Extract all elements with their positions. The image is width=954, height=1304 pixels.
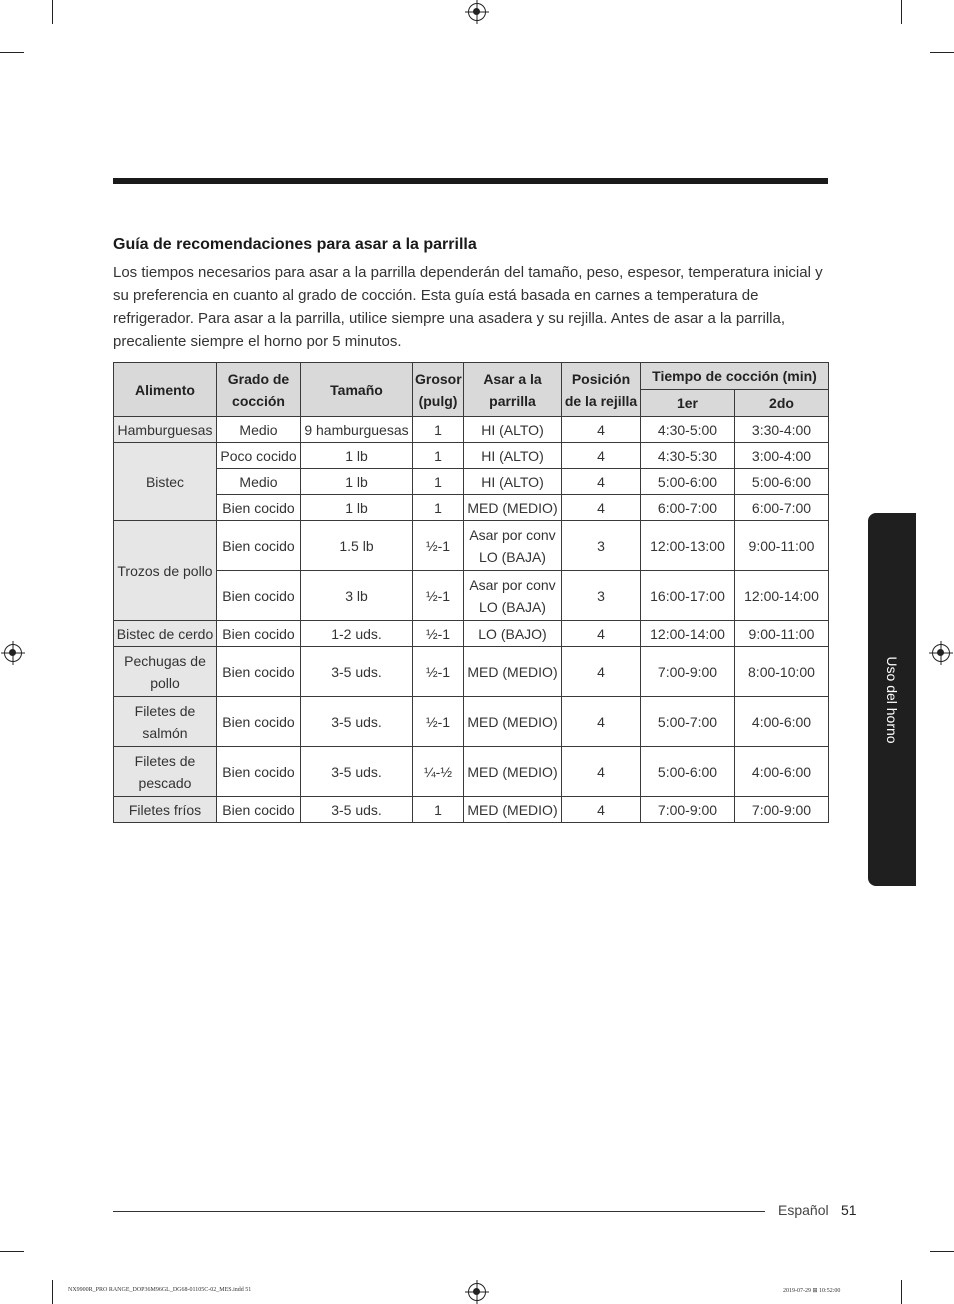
cell-time-second: 3:30-4:00 — [735, 417, 829, 443]
header-food: Alimento — [114, 363, 217, 417]
cell-thickness: 1 — [413, 417, 464, 443]
table-header-row — [114, 363, 829, 390]
registration-mark-icon — [468, 1283, 486, 1301]
cell-rack: 3 — [562, 571, 641, 621]
cell-doneness: Medio — [217, 469, 301, 495]
cell-time-first: 6:00-7:00 — [641, 495, 735, 521]
cell-size: 3-5 uds. — [301, 697, 413, 747]
cell-time-second: 5:00-6:00 — [735, 469, 829, 495]
cell-doneness: Bien cocido — [217, 697, 301, 747]
cell-time-first: 5:00-7:00 — [641, 697, 735, 747]
chapter-tab-label: Uso del horno — [884, 655, 900, 744]
header-broil: Asar a la parrilla — [464, 363, 562, 417]
cell-size: 1 lb — [301, 469, 413, 495]
header-rack: Posición de la rejilla — [562, 363, 641, 417]
cell-food: Pechugas de pollo — [114, 647, 217, 697]
page-number: 51 — [841, 1202, 857, 1218]
registration-mark-icon — [4, 644, 22, 662]
table-row — [114, 469, 829, 495]
cell-time-second: 4:00-6:00 — [735, 697, 829, 747]
cell-broil: MED (MEDIO) — [464, 797, 562, 823]
table-row — [114, 747, 829, 797]
cell-thickness: ¼-½ — [413, 747, 464, 797]
cell-broil: Asar por conv LO (BAJA) — [464, 521, 562, 571]
header-cook-time: Tiempo de cocción (min) — [641, 363, 829, 390]
cell-broil: MED (MEDIO) — [464, 647, 562, 697]
cell-time-second: 9:00-11:00 — [735, 521, 829, 571]
cell-size: 1-2 uds. — [301, 621, 413, 647]
cell-rack: 4 — [562, 417, 641, 443]
cell-time-first: 7:00-9:00 — [641, 797, 735, 823]
cell-size: 3-5 uds. — [301, 747, 413, 797]
cell-time-second: 3:00-4:00 — [735, 443, 829, 469]
table-row — [114, 697, 829, 747]
cell-thickness: 1 — [413, 469, 464, 495]
cell-broil: HI (ALTO) — [464, 469, 562, 495]
crop-mark — [52, 0, 53, 24]
cell-time-first: 12:00-13:00 — [641, 521, 735, 571]
cell-broil: LO (BAJO) — [464, 621, 562, 647]
footer-rule — [113, 1211, 765, 1212]
cell-time-first: 12:00-14:00 — [641, 621, 735, 647]
cell-rack: 4 — [562, 621, 641, 647]
cell-time-first: 16:00-17:00 — [641, 571, 735, 621]
cell-thickness: ½-1 — [413, 571, 464, 621]
cell-time-first: 4:30-5:30 — [641, 443, 735, 469]
cell-time-first: 5:00-6:00 — [641, 747, 735, 797]
section-title: Guía de recomendaciones para asar a la parrilla — [113, 236, 477, 253]
table-row — [114, 621, 829, 647]
table-row — [114, 797, 829, 823]
table-row — [114, 417, 829, 443]
cell-time-first: 4:30-5:00 — [641, 417, 735, 443]
crop-mark — [930, 52, 954, 53]
crop-mark — [52, 1280, 53, 1304]
cell-food: Filetes de pescado — [114, 747, 217, 797]
cell-time-second: 6:00-7:00 — [735, 495, 829, 521]
cell-size: 1.5 lb — [301, 521, 413, 571]
cell-doneness: Bien cocido — [217, 647, 301, 697]
chapter-side-tab — [868, 513, 916, 886]
cell-time-second: 4:00-6:00 — [735, 747, 829, 797]
header-size: Tamaño — [301, 363, 413, 417]
cell-broil: Asar por conv LO (BAJA) — [464, 571, 562, 621]
cell-thickness: 1 — [413, 797, 464, 823]
cell-food: Filetes de salmón — [114, 697, 217, 747]
cell-doneness: Bien cocido — [217, 621, 301, 647]
cell-doneness: Bien cocido — [217, 571, 301, 621]
cell-time-first: 7:00-9:00 — [641, 647, 735, 697]
header-doneness: Grado de cocción — [217, 363, 301, 417]
registration-mark-icon — [468, 3, 486, 21]
print-slug-file: NX9900R_PRO RANGE_DOP36M96GL_DG68-01105C-02_MES.indd 51 — [68, 1287, 252, 1293]
grilling-guide-table — [113, 362, 829, 823]
cell-rack: 4 — [562, 647, 641, 697]
cell-rack: 4 — [562, 469, 641, 495]
crop-mark — [0, 1251, 24, 1252]
registration-mark-icon — [932, 644, 950, 662]
cell-rack: 4 — [562, 495, 641, 521]
cell-size: 1 lb — [301, 495, 413, 521]
cell-food: Trozos de pollo — [114, 521, 217, 621]
cell-food: Bistec de cerdo — [114, 621, 217, 647]
cell-doneness: Poco cocido — [217, 443, 301, 469]
section-rule — [113, 178, 828, 184]
cell-food: Filetes fríos — [114, 797, 217, 823]
cell-doneness: Medio — [217, 417, 301, 443]
cell-thickness: 1 — [413, 443, 464, 469]
header-second-side: 2do — [735, 390, 829, 417]
cell-thickness: ½-1 — [413, 621, 464, 647]
cell-size: 3-5 uds. — [301, 797, 413, 823]
cell-time-second: 8:00-10:00 — [735, 647, 829, 697]
cell-broil: HI (ALTO) — [464, 417, 562, 443]
cell-rack: 4 — [562, 443, 641, 469]
intro-paragraph: Los tiempos necesarios para asar a la parrilla dependerán del tamaño, peso, espesor, temperatura inicial y su preferencia en cuanto al grado de cocción. Esta guía está basada en carnes a temperatura de refrigerador. Para asar a la parrilla, utilice siempre una asadera y su rejilla. Antes de asar a la parrilla, precaliente siempre el horno por 5 minutos. — [113, 264, 823, 350]
header-first-side: 1er — [641, 390, 735, 417]
cell-broil: MED (MEDIO) — [464, 697, 562, 747]
cell-size: 3-5 uds. — [301, 647, 413, 697]
cell-rack: 3 — [562, 521, 641, 571]
cell-broil: HI (ALTO) — [464, 443, 562, 469]
cell-food: Bistec — [114, 443, 217, 521]
table-row — [114, 571, 829, 621]
cell-doneness: Bien cocido — [217, 521, 301, 571]
header-thickness: Grosor (pulg) — [413, 363, 464, 417]
cell-doneness: Bien cocido — [217, 797, 301, 823]
cell-size: 9 hamburguesas — [301, 417, 413, 443]
cell-doneness: Bien cocido — [217, 747, 301, 797]
cell-rack: 4 — [562, 797, 641, 823]
cell-time-second: 7:00-9:00 — [735, 797, 829, 823]
cell-broil: MED (MEDIO) — [464, 495, 562, 521]
cell-broil: MED (MEDIO) — [464, 747, 562, 797]
table-row — [114, 521, 829, 571]
crop-mark — [901, 0, 902, 24]
cell-time-second: 12:00-14:00 — [735, 571, 829, 621]
cell-thickness: ½-1 — [413, 697, 464, 747]
cell-rack: 4 — [562, 747, 641, 797]
table-row — [114, 495, 829, 521]
cell-thickness: 1 — [413, 495, 464, 521]
cell-doneness: Bien cocido — [217, 495, 301, 521]
cell-food: Hamburguesas — [114, 417, 217, 443]
cell-size: 1 lb — [301, 443, 413, 469]
crop-mark — [0, 52, 24, 53]
print-slug-date: 2019-07-29 ⊞ 10:52:00 — [783, 1288, 841, 1294]
footer-language: Español — [778, 1202, 829, 1218]
cell-rack: 4 — [562, 697, 641, 747]
crop-mark — [930, 1251, 954, 1252]
table-row — [114, 647, 829, 697]
cell-size: 3 lb — [301, 571, 413, 621]
cell-thickness: ½-1 — [413, 521, 464, 571]
cell-time-first: 5:00-6:00 — [641, 469, 735, 495]
cell-thickness: ½-1 — [413, 647, 464, 697]
crop-mark — [901, 1280, 902, 1304]
cell-time-second: 9:00-11:00 — [735, 621, 829, 647]
table-row — [114, 443, 829, 469]
